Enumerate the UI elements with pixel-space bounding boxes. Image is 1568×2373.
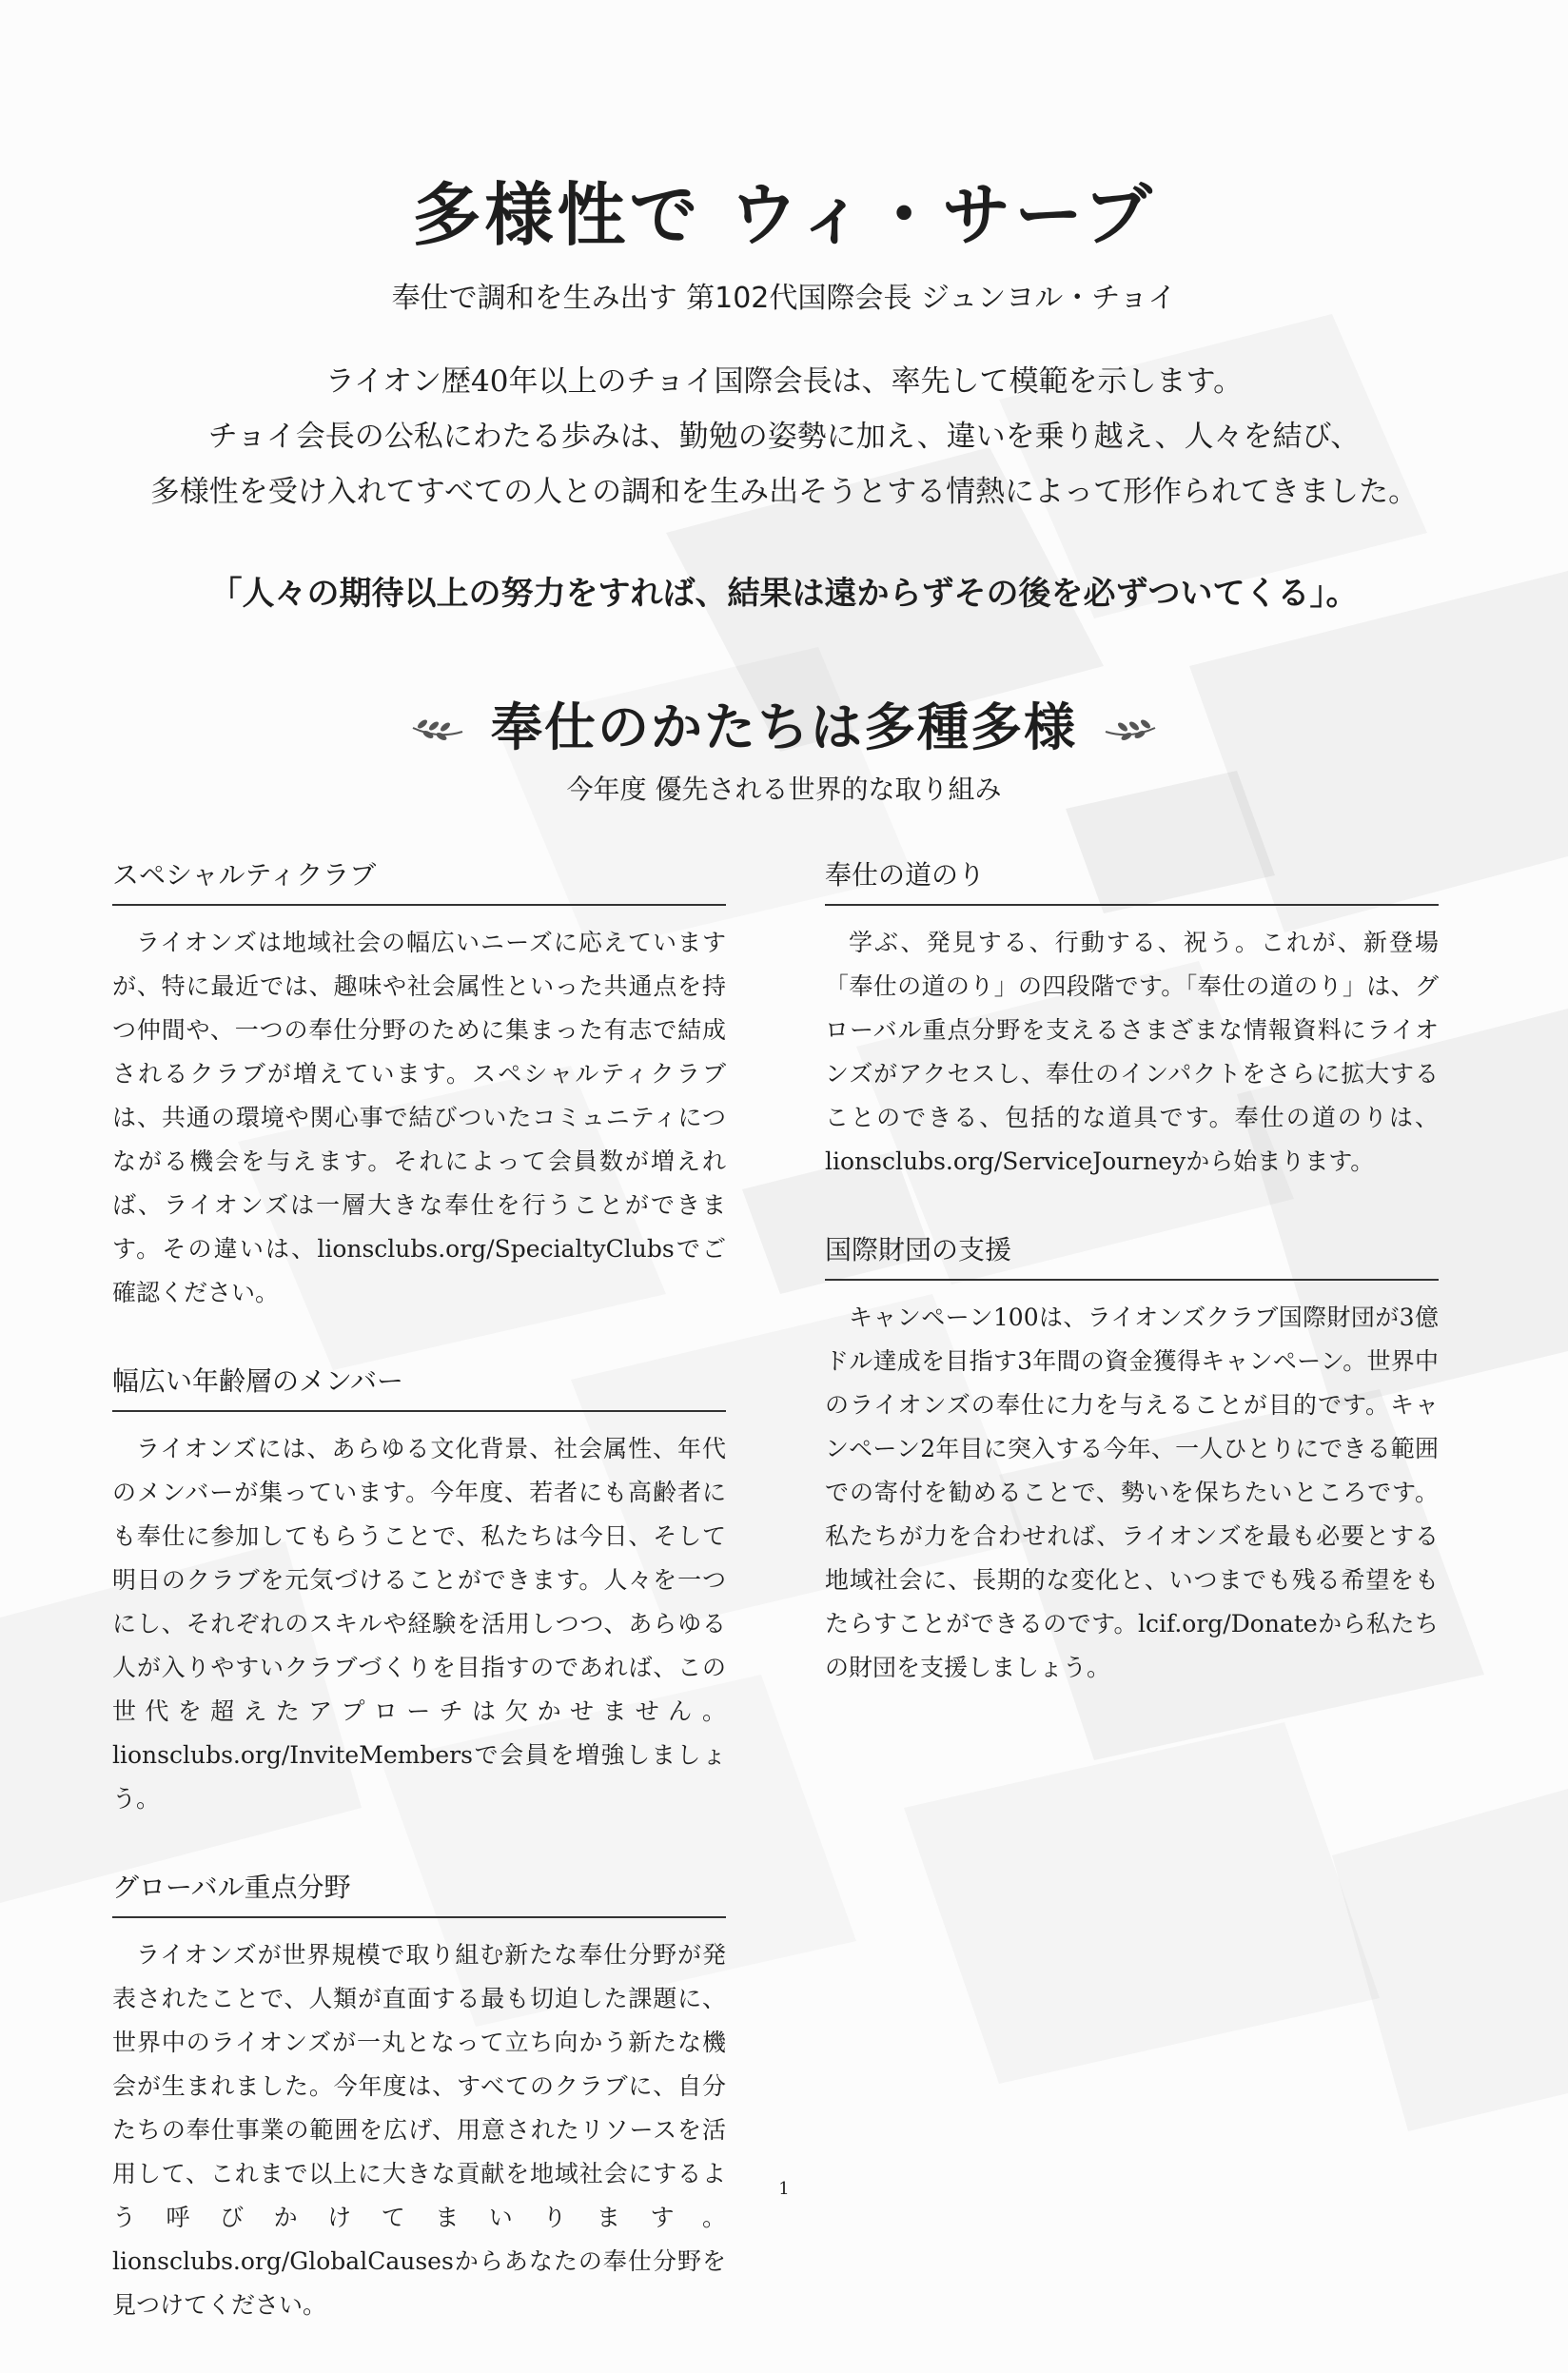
- topic-body: キャンペーン100は、ライオンズクラブ国際財団が3億ドル達成を目指す3年間の資金獲得キャンペーン。世界中のライオンズの奉仕に力を与えることが目的です。キャンペーン2年目に突入する今年、一人ひとりにできる範囲での寄付を勧めることで、勢いを保ちたいところです。私たちが力を合わせれば、ライオンズを最も必要とする地域社会に、長期的な変化と、いつまでも残る希望をもたらすことができるのです。lcif.org/Donateから私たちの財団を支援しましょう。: [825, 1304, 1439, 1681]
- section-subtitle: 今年度 優先される世界的な取り組み: [566, 774, 1002, 805]
- topic-specialty-clubs: [112, 854, 726, 1315]
- page-number: 1: [778, 2179, 790, 2199]
- intro-paragraph: [0, 354, 1568, 520]
- topic-body: ライオンズが世界規模で取り組む新たな奉仕分野が発表されたことで、人類が直面する最も切迫した課題に、世界中のライオンズが一丸となって立ち向かう新たな機会が生まれました。今年度は、すべてのクラブに、自分たちの奉仕事業の範囲を広げ、用意されたリソースを活用して、これまで以上に大きな貢献を地域社会にするよう呼びかけてまいります。lionsclubs.org/GlobalCausesからあなたの奉仕分野を見つけてください。: [112, 1941, 726, 2319]
- topic-service-journey: [825, 854, 1439, 1184]
- topic-all-ages: [112, 1361, 726, 1821]
- intro-line: チョイ会長の公私にわたる歩みは、勤勉の姿勢に加え、違いを乗り越え、人々を結び、: [207, 420, 1361, 454]
- intro-line: ライオン歴40年以上のチョイ国際会長は、率先して模範を示します。: [324, 364, 1244, 399]
- topic-body: 学ぶ、発見する、行動する、祝う。これが、新登場「奉仕の道のり」の四段階です。「奉仕の道のり」は、グローバル重点分野を支えるさまざまな情報資料にライオンズがアクセスし、奉仕のインパクトをさらに拡大することのできる、包括的な道具です。奉仕の道のりは、lionsclubs.org/ServiceJourneyから始まります。: [825, 929, 1439, 1175]
- page-subtitle: 奉仕で調和を生み出す 第102代国際会長 ジュンヨル・チョイ: [391, 282, 1177, 315]
- topic-body: ライオンズは地域社会の幅広いニーズに応えていますが、特に最近では、趣味や社会属性といった共通点を持つ仲間や、一つの奉仕分野のために集まった有志で結成されるクラブが増えています。スペシャルティクラブは、共通の環境や関心事で結びついたコミュニティにつながる機会を与えます。それによって会員数が増えれば、ライオンズは一層大きな奉仕を行うことができます。その違いは、lionsclubs.org/SpecialtyClubsでご確認ください。: [112, 929, 726, 1306]
- topic-heading: 奉仕の道のり: [825, 854, 1439, 906]
- topic-global-causes: [112, 1867, 726, 2327]
- president-quote: 「人々の期待以上の努力をすれば、結果は遠からずその後を必ずついてくる」。: [209, 575, 1359, 613]
- intro-line: 多様性を受け入れてすべての人との調和を生み出そうとする情熱によって形作られてきました。: [149, 475, 1419, 509]
- page-title: 多様性で ウィ・サーブ: [412, 174, 1156, 255]
- laurel-right-icon: [1102, 707, 1159, 741]
- topic-lcif-support: [825, 1229, 1439, 1690]
- section-heading: [0, 687, 1568, 760]
- laurel-left-icon: [409, 707, 466, 741]
- left-column: [112, 854, 726, 2373]
- topic-body: ライオンズには、あらゆる文化背景、社会属性、年代のメンバーが集っています。今年度、若者にも高齢者にも奉仕に参加してもらうことで、私たちは今日、そして明日のクラブを元気づけることができます。人々を一つにし、それぞれのスキルや経験を活用しつつ、あらゆる人が入りやすいクラブづくりを目指すのであれば、この世代を超えたアプローチは欠かせません。lionsclubs.org/InviteMembersで会員を増強しましょう。: [112, 1435, 726, 1813]
- topic-heading: 幅広い年齢層のメンバー: [112, 1361, 726, 1412]
- right-column: [825, 854, 1439, 1736]
- topic-heading: 国際財団の支援: [825, 1229, 1439, 1281]
- section-title: 奉仕のかたちは多種多様: [491, 696, 1077, 757]
- topic-heading: グローバル重点分野: [112, 1867, 726, 1918]
- topic-heading: スペシャルティクラブ: [112, 854, 726, 906]
